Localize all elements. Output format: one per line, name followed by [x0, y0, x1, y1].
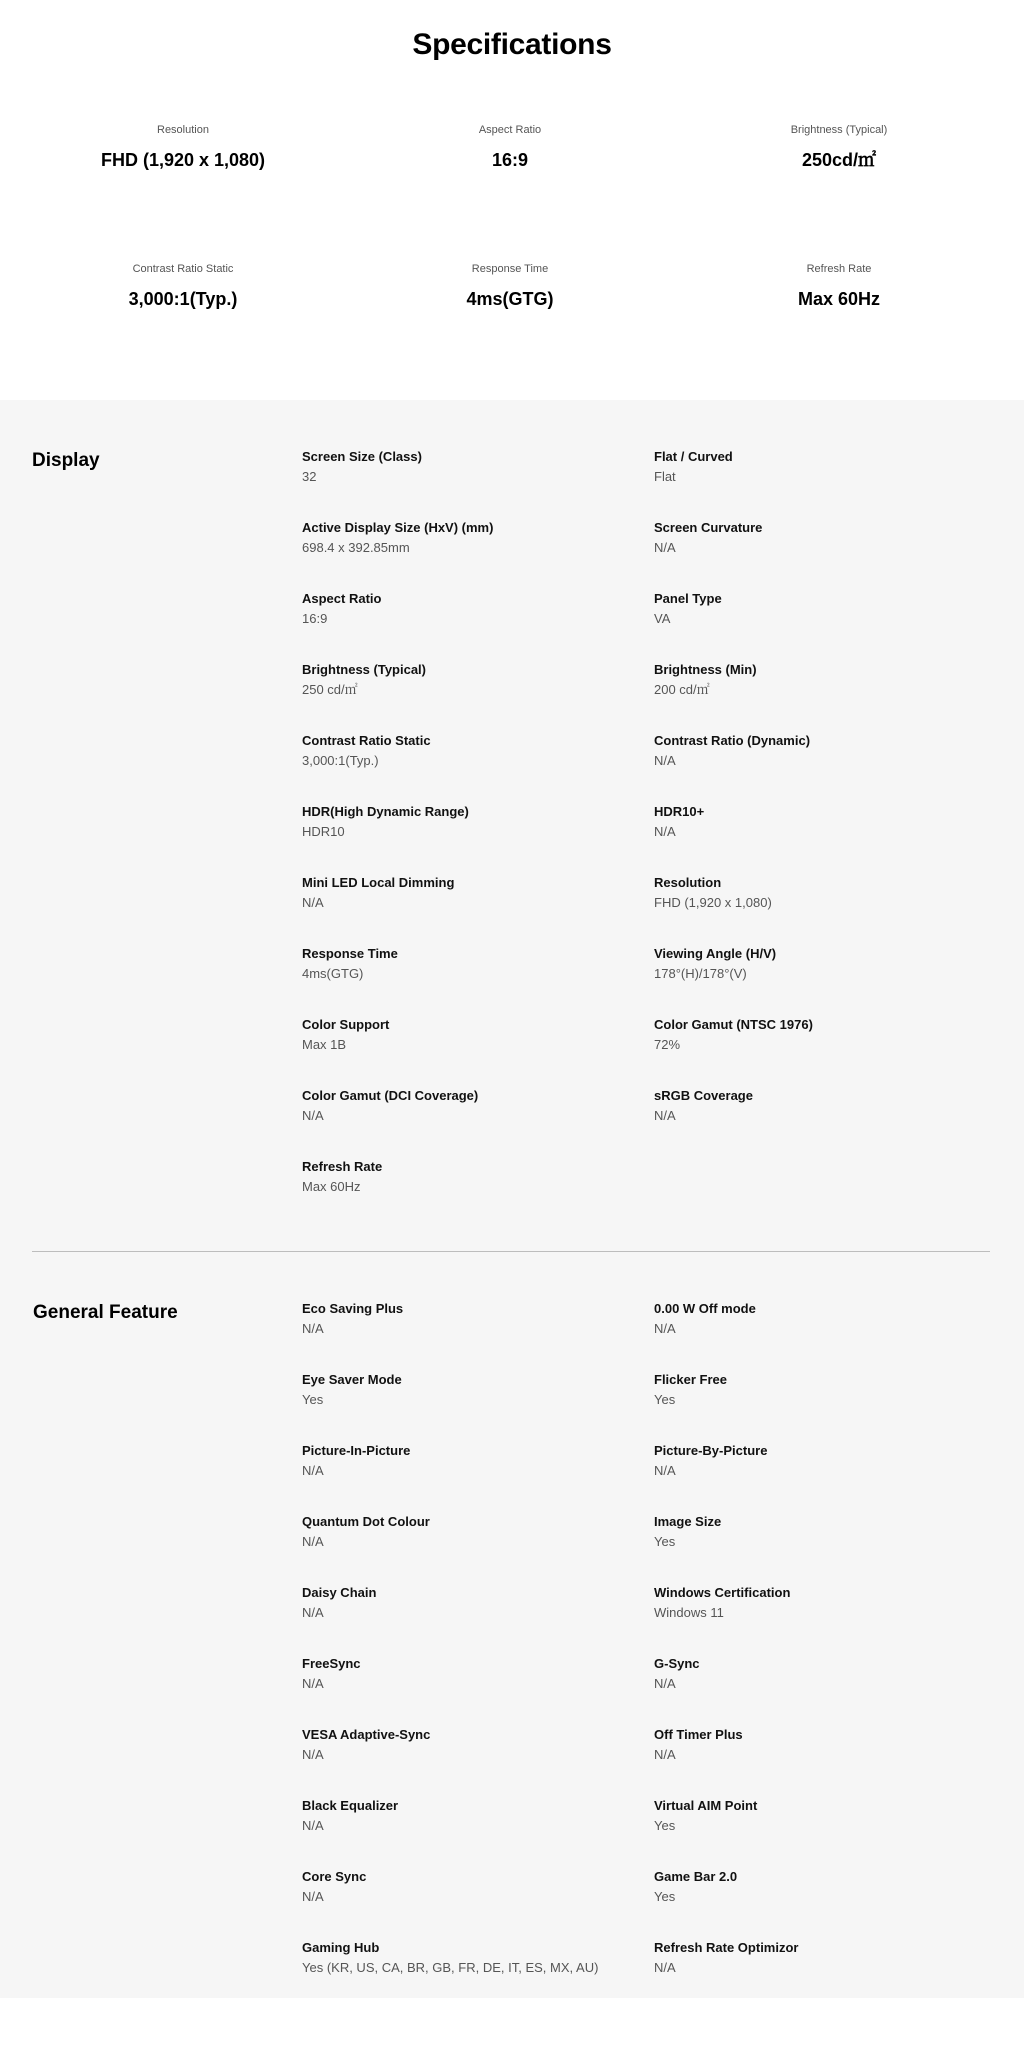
spec-item — [302, 1513, 654, 1584]
spec-value: N/A — [302, 1676, 324, 1691]
spec-name: Black Equalizer — [302, 1798, 399, 1813]
spec-name: Image Size — [654, 1514, 722, 1529]
spec-item — [302, 1371, 654, 1442]
spec-name: Picture-In-Picture — [302, 1443, 411, 1458]
spec-item — [654, 732, 994, 803]
spec-name: Picture-By-Picture — [654, 1443, 768, 1458]
spec-item — [654, 874, 994, 945]
spec-name: Game Bar 2.0 — [654, 1869, 738, 1884]
spec-name: 0.00 W Off mode — [654, 1301, 756, 1316]
spec-item — [302, 732, 654, 803]
spec-item — [302, 1726, 654, 1797]
spec-value: N/A — [302, 1747, 324, 1762]
page-title: Specifications — [412, 28, 612, 61]
spec-item — [654, 1087, 994, 1158]
key-spec-label: Aspect Ratio — [478, 124, 542, 136]
key-spec-response-time — [366, 262, 654, 310]
spec-name: Virtual AIM Point — [654, 1798, 758, 1813]
spec-list — [302, 1300, 1002, 2010]
spec-name: Aspect Ratio — [302, 591, 382, 606]
spec-item — [302, 1300, 654, 1371]
spec-name: Contrast Ratio Static — [302, 733, 431, 748]
spec-value: Windows 11 — [654, 1605, 724, 1620]
spec-name: Active Display Size (HxV) (mm) — [302, 520, 494, 535]
key-specs-row — [0, 123, 1024, 171]
spec-name: Screen Size (Class) — [302, 449, 422, 464]
spec-item — [654, 590, 994, 661]
spec-item — [302, 1442, 654, 1513]
spec-value: FHD (1,920 x 1,080) — [654, 895, 772, 910]
spec-value: Yes — [654, 1534, 676, 1549]
spec-name: Quantum Dot Colour — [302, 1514, 430, 1529]
spec-value: 178°(H)/178°(V) — [654, 966, 747, 981]
spec-value: N/A — [654, 1960, 676, 1975]
spec-name: Screen Curvature — [654, 520, 763, 535]
spec-name: Windows Certification — [654, 1585, 791, 1600]
spec-value: 3,000:1(Typ.) — [302, 753, 379, 768]
spec-item — [654, 1371, 994, 1442]
spec-item — [654, 1584, 994, 1655]
spec-item — [302, 1797, 654, 1868]
spec-item — [302, 519, 654, 590]
section-title: Display — [32, 450, 100, 471]
spec-item — [302, 1655, 654, 1726]
spec-value: N/A — [302, 1463, 324, 1478]
spec-item — [302, 1016, 654, 1087]
spec-name: Core Sync — [302, 1869, 367, 1884]
spec-value: 72% — [654, 1037, 681, 1052]
spec-item — [654, 803, 994, 874]
spec-name: Color Support — [302, 1017, 390, 1032]
key-spec-label: Brightness (Typical) — [790, 124, 888, 136]
spec-name: Refresh Rate — [302, 1159, 383, 1174]
spec-value: N/A — [302, 1605, 324, 1620]
key-spec-contrast-ratio — [0, 262, 366, 310]
spec-name: Color Gamut (DCI Coverage) — [302, 1088, 479, 1103]
spec-item — [654, 1797, 994, 1868]
key-spec-refresh-rate — [654, 262, 1024, 310]
spec-name: Contrast Ratio (Dynamic) — [654, 733, 811, 748]
spec-value: 16:9 — [302, 611, 328, 626]
spec-value: N/A — [654, 1676, 676, 1691]
spec-name: HDR(High Dynamic Range) — [302, 804, 469, 819]
key-spec-label: Resolution — [157, 124, 209, 136]
key-specs-section — [0, 0, 1024, 400]
spec-name: G-Sync — [654, 1656, 700, 1671]
spec-item — [654, 1655, 994, 1726]
spec-value: HDR10 — [302, 824, 345, 839]
spec-value: N/A — [654, 1321, 676, 1336]
spec-name: sRGB Coverage — [654, 1088, 753, 1103]
key-spec-label: Response Time — [471, 263, 549, 275]
spec-value: VA — [654, 611, 671, 626]
key-spec-value: 4ms(GTG) — [466, 289, 554, 309]
key-spec-value: Max 60Hz — [797, 289, 881, 309]
spec-name: Color Gamut (NTSC 1976) — [654, 1017, 813, 1032]
spec-item — [654, 1513, 994, 1584]
spec-name: Gaming Hub — [302, 1940, 380, 1955]
spec-value: Max 60Hz — [302, 1179, 361, 1194]
spec-item — [302, 1868, 654, 1939]
spec-item — [654, 661, 994, 732]
spec-item — [302, 590, 654, 661]
key-spec-value: 3,000:1(Typ.) — [128, 289, 238, 309]
spec-name: Resolution — [654, 875, 722, 890]
spec-value: 250 cd/㎡ — [302, 682, 358, 697]
spec-item — [302, 661, 654, 732]
key-spec-value: 16:9 — [491, 150, 529, 170]
spec-name: Brightness (Typical) — [302, 662, 427, 677]
spec-value: N/A — [654, 540, 676, 555]
spec-value: N/A — [302, 895, 324, 910]
spec-value: 200 cd/㎡ — [654, 682, 710, 697]
key-specs-row — [0, 262, 1024, 310]
spec-value: N/A — [302, 1321, 324, 1336]
spec-item — [302, 945, 654, 1016]
spec-value: Yes (KR, US, CA, BR, GB, FR, DE, IT, ES, MX, AU) — [302, 1960, 599, 1975]
spec-item — [654, 1726, 994, 1797]
key-spec-label: Contrast Ratio Static — [132, 263, 234, 275]
spec-name: Eye Saver Mode — [302, 1372, 402, 1387]
spec-value: N/A — [654, 753, 676, 768]
key-spec-value: FHD (1,920 x 1,080) — [100, 150, 266, 170]
spec-value: N/A — [302, 1889, 324, 1904]
spec-value: 698.4 x 392.85mm — [302, 540, 410, 555]
key-spec-aspect-ratio — [366, 123, 654, 171]
spec-item — [654, 1300, 994, 1371]
spec-name: Off Timer Plus — [654, 1727, 743, 1742]
spec-name: Flicker Free — [654, 1372, 727, 1387]
spec-name: Brightness (Min) — [654, 662, 757, 677]
spec-value: Yes — [302, 1392, 324, 1407]
key-spec-label: Refresh Rate — [806, 263, 872, 275]
spec-list — [302, 448, 1002, 1229]
key-spec-brightness — [654, 123, 1024, 171]
spec-value: 4ms(GTG) — [302, 966, 364, 981]
spec-value: N/A — [302, 1108, 324, 1123]
section-divider — [32, 1251, 990, 1252]
spec-item — [302, 1087, 654, 1158]
spec-item — [302, 448, 654, 519]
spec-item — [654, 1442, 994, 1513]
spec-item — [654, 945, 994, 1016]
spec-value: N/A — [654, 1463, 676, 1478]
spec-value: Yes — [654, 1889, 676, 1904]
spec-item — [654, 448, 994, 519]
spec-name: Mini LED Local Dimming — [302, 875, 455, 890]
spec-name: VESA Adaptive-Sync — [302, 1727, 431, 1742]
section-title: General Feature — [33, 1302, 178, 1323]
spec-item — [302, 1158, 654, 1229]
key-spec-resolution — [0, 123, 366, 171]
spec-value: Yes — [654, 1818, 676, 1833]
spec-name: Panel Type — [654, 591, 722, 606]
spec-item — [654, 1016, 994, 1087]
spec-value: Flat — [654, 469, 676, 484]
spec-name: Response Time — [302, 946, 398, 961]
spec-name: Refresh Rate Optimizor — [654, 1940, 799, 1955]
spec-item — [302, 874, 654, 945]
spec-item — [654, 1868, 994, 1939]
spec-name: HDR10+ — [654, 804, 705, 819]
spec-item — [654, 519, 994, 590]
spec-value: N/A — [302, 1818, 324, 1833]
spec-value: N/A — [654, 1747, 676, 1762]
spec-name: FreeSync — [302, 1656, 361, 1671]
spec-item — [302, 1584, 654, 1655]
spec-item — [302, 803, 654, 874]
page-footer-space — [0, 1998, 1024, 2048]
spec-value: 32 — [302, 469, 317, 484]
spec-name: Viewing Angle (H/V) — [654, 946, 777, 961]
spec-details — [0, 400, 1024, 1998]
spec-name: Eco Saving Plus — [302, 1301, 404, 1316]
spec-value: N/A — [654, 824, 676, 839]
spec-value: N/A — [654, 1108, 676, 1123]
spec-value: N/A — [302, 1534, 324, 1549]
spec-name: Daisy Chain — [302, 1585, 377, 1600]
spec-value: Max 1B — [302, 1037, 347, 1052]
spec-value: Yes — [654, 1392, 676, 1407]
spec-name: Flat / Curved — [654, 449, 733, 464]
key-spec-value: 250cd/㎡ — [801, 150, 877, 170]
